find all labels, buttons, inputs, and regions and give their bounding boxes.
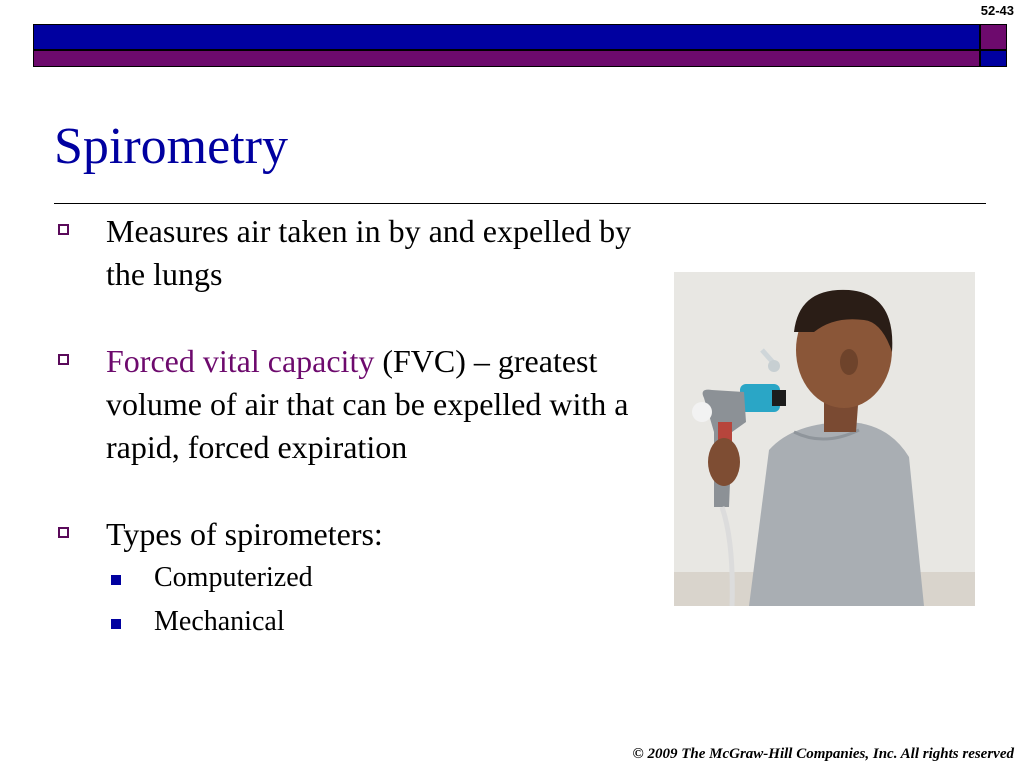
bullet-text: Measures air taken in by and expelled by the lungs [106, 213, 632, 292]
header-band-blue [33, 24, 980, 50]
hollow-square-bullet-icon [58, 354, 69, 365]
slide-number: 52-43 [980, 3, 1014, 18]
header-square-blue [980, 50, 1007, 67]
hollow-square-bullet-icon [58, 527, 69, 538]
sub-bullet-text: Mechanical [154, 606, 285, 637]
header-band-purple [33, 50, 980, 67]
copyright-footer: © 2009 The McGraw-Hill Companies, Inc. All rights reserved [632, 746, 1014, 762]
bullet-list [54, 210, 674, 644]
title-divider [54, 203, 986, 204]
bullet-item [54, 340, 674, 469]
sub-bullet-item [54, 556, 674, 600]
bullet-text: Types of spirometers: [106, 516, 383, 552]
sub-bullet-text: Computerized [154, 562, 313, 593]
bullet-text: (FVC) – greatest volume of air that can be expelled with a rapid, forced expiration [106, 343, 629, 465]
bullet-item [54, 210, 674, 296]
bullet-term-highlight: Forced vital capacity [106, 343, 375, 379]
filled-square-bullet-icon [111, 619, 121, 629]
hollow-square-bullet-icon [58, 224, 69, 235]
bullet-item [54, 513, 674, 556]
spirometer-photo [674, 272, 975, 606]
filled-square-bullet-icon [111, 575, 121, 585]
slide-title: Spirometry [54, 118, 288, 175]
header-square-purple [980, 24, 1007, 50]
boy-using-spirometer-illustration [674, 272, 975, 606]
sub-bullet-item [54, 600, 674, 644]
